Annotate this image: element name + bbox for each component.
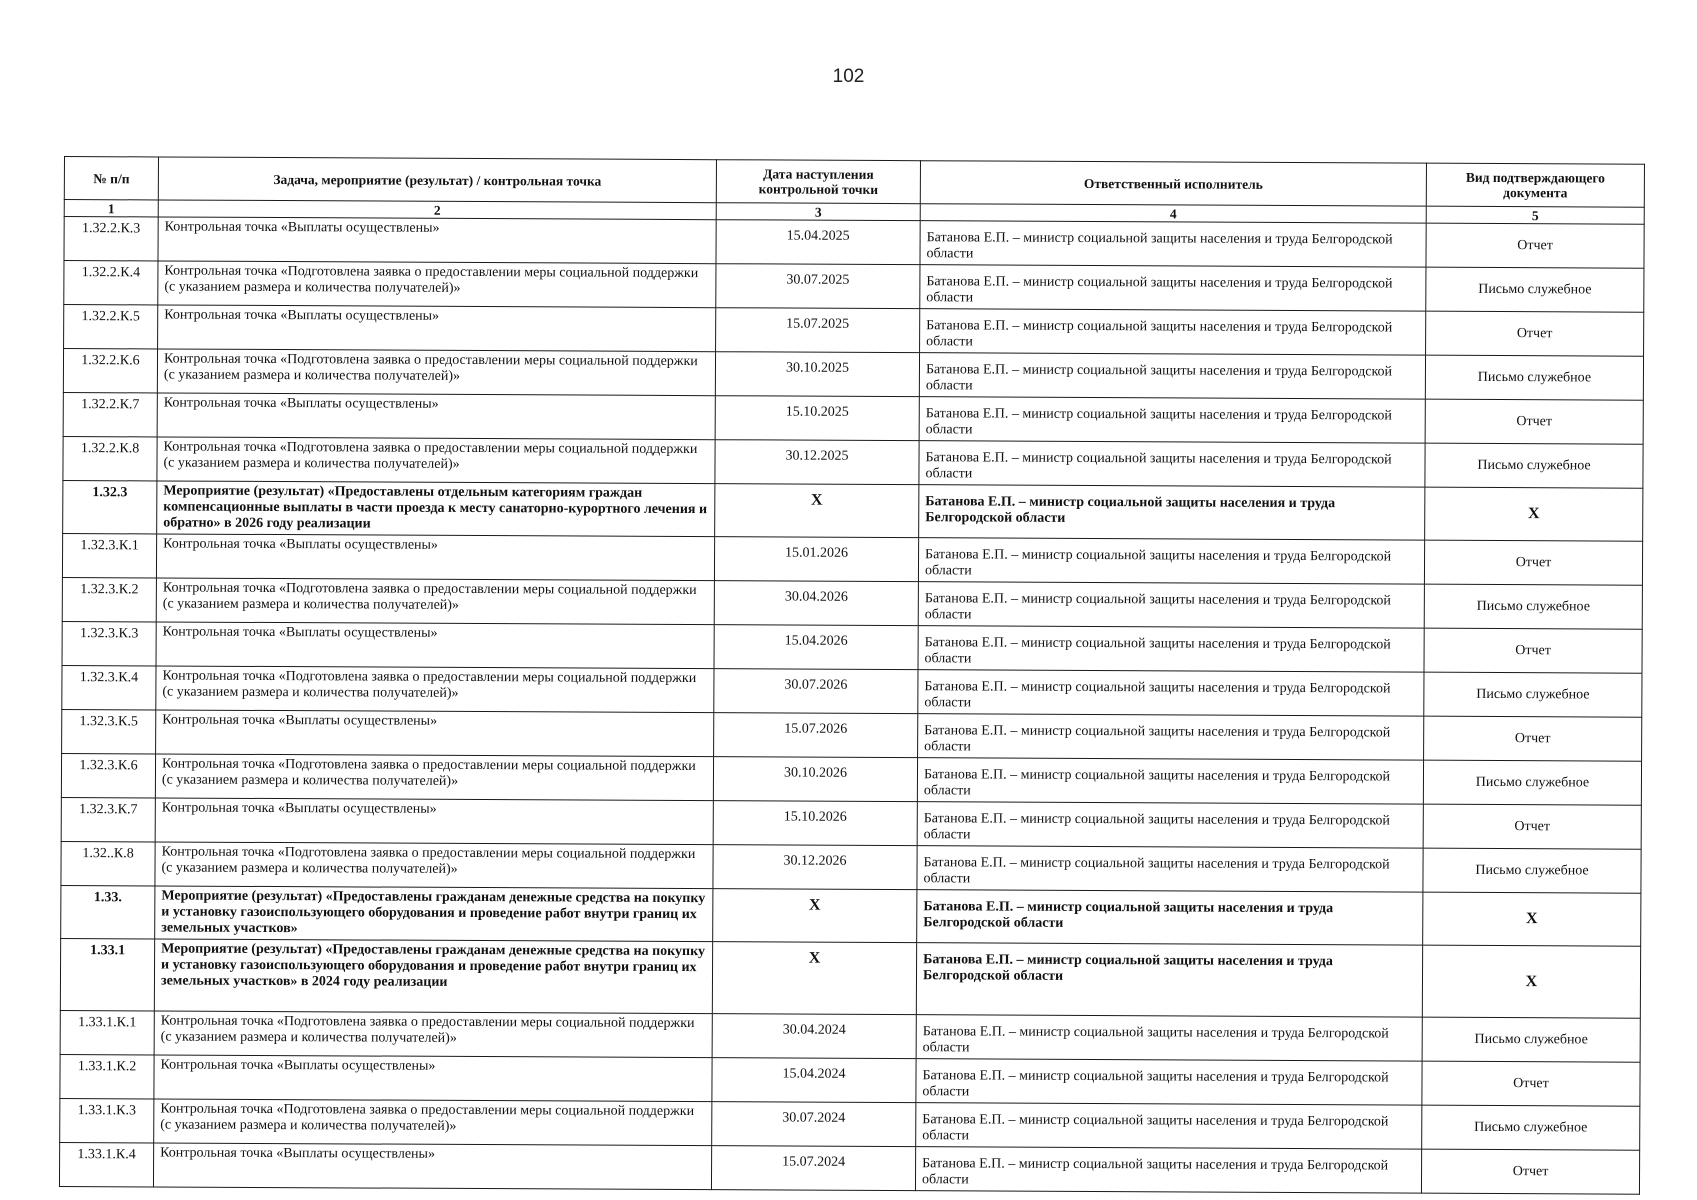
row-number: 1.33. [61,885,155,938]
row-task: Контрольная точка «Выплаты осуществлены» [158,217,716,264]
column-number: 5 [1426,206,1644,224]
row-number: 1.32.2.К.5 [64,305,158,349]
row-task: Контрольная точка «Подготовлена заявка о предоставлении меры социальной поддержки (с указанием размера и количества получателей)» [157,437,715,484]
row-task: Контрольная точка «Выплаты осуществлены» [156,534,714,581]
row-date: 15.07.2026 [714,713,918,758]
control-point-row [63,392,1643,444]
row-executor: Батанова Е.П. – министр социальной защиты населения и труда Белгородской области [920,221,1426,267]
row-document-type: Письмо служебное [1424,584,1642,629]
row-executor: Батанова Е.П. – министр социальной защиты населения и труда Белгородской области [916,943,1422,1017]
header-executor: Ответственный исполнитель [920,161,1426,206]
row-task: Контрольная точка «Подготовлена заявка о предоставлении меры социальной поддержки (с указанием размера и количества получателей)» [156,666,714,713]
row-document-type: Письмо служебное [1425,355,1643,400]
row-executor: Батанова Е.П. – министр социальной защиты населения и труда Белгородской области [919,397,1425,443]
row-document-type: Письмо служебное [1424,672,1642,717]
row-document-type: Отчет [1423,804,1641,849]
row-date: 15.10.2025 [715,396,919,441]
row-number: 1.33.1 [60,938,154,1010]
control-point-row [62,577,1642,629]
column-number: 1 [64,200,158,217]
row-number: 1.32.2.К.8 [63,436,157,480]
row-date: 30.12.2026 [713,845,917,890]
row-task: Контрольная точка «Подготовлена заявка о предоставлении меры социальной поддержки (с указанием размера и количества получателей)» [158,261,716,308]
row-document-type: Отчет [1426,223,1644,268]
row-number: 1.32.2.К.7 [63,392,157,436]
control-point-row [61,841,1641,893]
row-document-type: Отчет [1421,1149,1639,1194]
row-task: Контрольная точка «Подготовлена заявка о предоставлении меры социальной поддержки (с указанием размера и количества получателей)» [155,754,713,801]
row-task: Контрольная точка «Выплаты осуществлены» [155,798,713,845]
row-number: 1.33.1.К.2 [60,1054,154,1098]
row-document-type: Отчет [1424,628,1642,673]
header-doc: Вид подтверждающего документа [1426,163,1644,207]
activity-row [63,480,1643,541]
row-date: 30.07.2025 [716,264,920,309]
row-number: 1.32.3 [63,480,157,533]
row-task: Контрольная точка «Выплаты осуществлены» [156,710,714,757]
row-task: Контрольная точка «Подготовлена заявка о предоставлении меры социальной поддержки (с указанием размера и количества получателей)» [155,842,713,889]
column-number: 3 [716,203,920,221]
row-date: 15.07.2024 [711,1146,915,1191]
row-task: Контрольная точка «Выплаты осуществлены» [157,393,715,440]
row-document-type: Письмо служебное [1425,443,1643,488]
row-date: 15.04.2024 [712,1058,916,1103]
row-date: 15.07.2025 [716,308,920,353]
row-task: Мероприятие (результат) «Предоставлены отдельным категориям граждан компенсационные выплаты в части проезда к месту санаторно-курортного лечения и обратно» в 2026 году реализации [157,481,715,537]
control-point-row [64,305,1644,357]
control-point-row [64,261,1644,313]
row-executor: Батанова Е.П. – министр социальной защиты населения и труда Белгородской области [916,1015,1422,1061]
row-document-type: X [1425,487,1643,541]
control-point-row [60,1054,1640,1106]
row-number: 1.32.3.К.4 [62,665,156,709]
row-number: 1.32.3.К.7 [61,797,155,841]
row-executor: Батанова Е.П. – министр социальной защиты населения и труда Белгородской области [919,353,1425,399]
control-point-row [63,349,1643,401]
control-point-row [62,665,1642,717]
row-number: 1.32.2.К.4 [64,261,158,305]
activity-row [61,885,1641,946]
row-executor: Батанова Е.П. – министр социальной защиты населения и труда Белгородской области [919,485,1425,540]
row-number: 1.32.2.К.6 [63,349,157,393]
row-date: 15.10.2026 [713,801,917,846]
page-number: 102 [832,66,865,87]
row-document-type: Отчет [1424,540,1642,585]
row-number: 1.32.2.К.3 [64,217,158,261]
control-points-table [59,156,1645,1195]
row-document-type: X [1422,945,1640,1018]
row-executor: Батанова Е.П. – министр социальной защиты населения и труда Белгородской области [920,309,1426,355]
row-task: Контрольная точка «Подготовлена заявка о предоставлении меры социальной поддержки (с указанием размера и количества получателей)» [154,1099,712,1146]
row-executor: Батанова Е.П. – министр социальной защиты населения и труда Белгородской области [915,1147,1421,1193]
row-number: 1.33.1.К.3 [60,1098,154,1142]
row-number: 1.32..К.8 [61,841,155,885]
row-executor: Батанова Е.П. – министр социальной защиты населения и труда Белгородской области [916,1103,1422,1149]
column-number: 4 [920,204,1426,223]
row-document-type: Письмо служебное [1422,1105,1640,1150]
row-task: Мероприятие (результат) «Предоставлены гражданам денежные средства на покупку и установку газоиспользующего оборудования и проведение работ внутри границ их земельных участков» [155,886,713,942]
row-date: 30.10.2025 [715,352,919,397]
row-task: Контрольная точка «Подготовлена заявка о предоставлении меры социальной поддержки (с указанием размера и количества получателей)» [157,349,715,396]
row-number: 1.32.3.К.3 [62,621,156,665]
row-executor: Батанова Е.П. – министр социальной защиты населения и труда Белгородской области [917,846,1423,892]
row-task: Контрольная точка «Выплаты осуществлены» [153,1143,711,1190]
row-number: 1.32.3.К.1 [62,533,156,577]
row-date: 30.04.2024 [712,1014,916,1059]
row-task: Контрольная точка «Подготовлена заявка о предоставлении меры социальной поддержки (с указанием размера и количества получателей)» [154,1011,712,1058]
row-number: 1.33.1.К.4 [59,1142,153,1186]
row-date: 30.07.2026 [714,669,918,714]
header-date: Дата наступления контрольной точки [716,160,920,204]
column-number: 2 [158,200,716,220]
control-point-row [59,1142,1639,1194]
row-date: 15.04.2026 [714,625,918,670]
row-executor: Батанова Е.П. – министр социальной защиты населения и труда Белгородской области [919,441,1425,487]
row-document-type: X [1423,892,1641,946]
row-executor: Батанова Е.П. – министр социальной защиты населения и труда Белгородской области [917,802,1423,848]
header-row [64,157,1644,208]
control-point-row [64,217,1644,269]
control-point-row [62,709,1642,761]
row-executor: Батанова Е.П. – министр социальной защиты населения и труда Белгородской области [918,670,1424,716]
row-date: 30.10.2026 [713,757,917,802]
control-point-row [63,436,1643,488]
row-document-type: Письмо служебное [1423,848,1641,893]
control-point-row [62,533,1642,585]
row-document-type: Письмо служебное [1423,760,1641,805]
row-document-type: Письмо служебное [1422,1017,1640,1062]
row-document-type: Отчет [1426,311,1644,356]
row-task: Контрольная точка «Выплаты осуществлены» [156,622,714,669]
row-date: X [715,484,919,538]
control-point-row [61,753,1641,805]
row-date: 30.12.2025 [715,440,919,485]
header-task: Задача, мероприятие (результат) / контрольная точка [158,157,716,203]
row-date: 15.04.2025 [716,220,920,265]
row-task: Контрольная точка «Выплаты осуществлены» [154,1055,712,1102]
row-document-type: Отчет [1422,1061,1640,1106]
row-date: 30.04.2026 [714,581,918,626]
row-number: 1.33.1.К.1 [60,1010,154,1054]
row-number: 1.32.3.К.2 [62,577,156,621]
control-point-row [62,621,1642,673]
control-point-row [60,1098,1640,1150]
row-task: Контрольная точка «Подготовлена заявка о предоставлении меры социальной поддержки (с указанием размера и количества получателей)» [156,578,714,625]
control-point-row [60,1010,1640,1062]
row-date: X [712,942,916,1015]
row-date: 30.07.2024 [712,1102,916,1147]
row-number: 1.32.3.К.6 [61,753,155,797]
row-executor: Батанова Е.П. – министр социальной защиты населения и труда Белгородской области [918,538,1424,584]
row-task: Мероприятие (результат) «Предоставлены гражданам денежные средства на покупку и установку газоиспользующего оборудования и проведение работ внутри границ их земельных участков» в 2024 году реализации [154,939,712,1014]
row-executor: Батанова Е.П. – министр социальной защиты населения и труда Белгородской области [917,758,1423,804]
control-point-row [61,797,1641,849]
row-document-type: Письмо служебное [1426,267,1644,312]
row-executor: Батанова Е.П. – министр социальной защиты населения и труда Белгородской области [916,1059,1422,1105]
header-num: № п/п [64,157,158,200]
row-executor: Батанова Е.П. – министр социальной защиты населения и труда Белгородской области [918,626,1424,672]
row-date: 15.01.2026 [714,537,918,582]
row-document-type: Отчет [1424,716,1642,761]
row-number: 1.32.3.К.5 [62,709,156,753]
row-document-type: Отчет [1425,399,1643,444]
row-executor: Батанова Е.П. – министр социальной защиты населения и труда Белгородской области [918,582,1424,628]
activity-row [60,938,1640,1018]
row-executor: Батанова Е.П. – министр социальной защиты населения и труда Белгородской области [917,890,1423,945]
row-executor: Батанова Е.П. – министр социальной защиты населения и труда Белгородской области [920,265,1426,311]
row-task: Контрольная точка «Выплаты осуществлены» [158,305,716,352]
row-executor: Батанова Е.П. – министр социальной защиты населения и труда Белгородской области [918,714,1424,760]
row-date: X [713,889,917,943]
